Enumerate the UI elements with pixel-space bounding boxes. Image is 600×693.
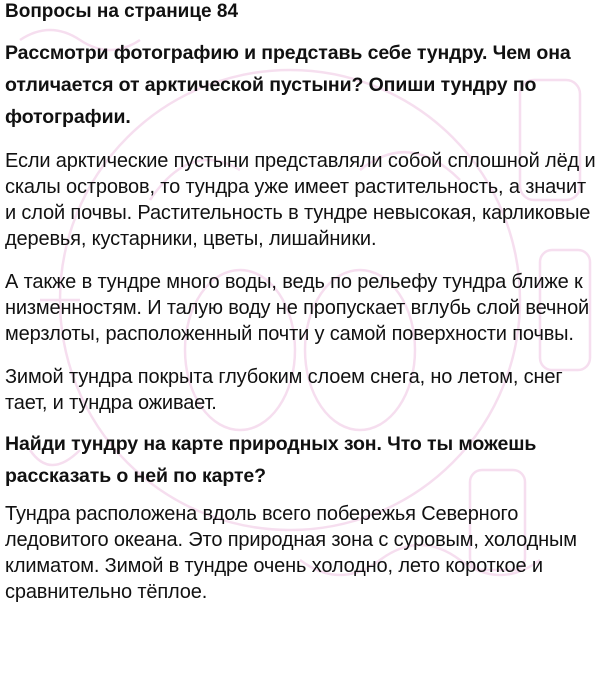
answer-paragraph: А также в тундре много воды, ведь по рельефу тундра ближе к низменностям. И талую воду не пропускает вглубь слой вечной мерзлоты, расположенный почти у самой поверхности почвы. bbox=[5, 271, 590, 345]
answer-paragraph: Зимой тундра покрыта глубоким слоем снега, но летом, снег тает, и тундра оживает. bbox=[5, 366, 563, 414]
question-1: Рассмотри фотографию и представь себе тундру. Чем она отличается от арктической пустыни? Опиши тундру по фотографии. bbox=[5, 42, 571, 128]
answer-paragraph: Тундра расположена вдоль всего побережья Северного ледовитого океана. Это природная зона с суровым, холодным климатом. Зимой в тундре очень холодно, лето короткое и сравнительно тёплое. bbox=[5, 503, 577, 603]
question-2: Найди тундру на карте природных зон. Что ты можешь рассказать о ней по карте? bbox=[5, 433, 537, 487]
page-heading: Вопросы на странице 84 bbox=[5, 1, 239, 22]
answer-paragraph: Если арктические пустыни представляли собой сплошной лёд и скалы островов, то тундра уже имеет растительность, а значит и слой почвы. Растительность в тундре невысокая, карликовые деревья, кустарники, цветы, лишайники. bbox=[5, 150, 596, 250]
